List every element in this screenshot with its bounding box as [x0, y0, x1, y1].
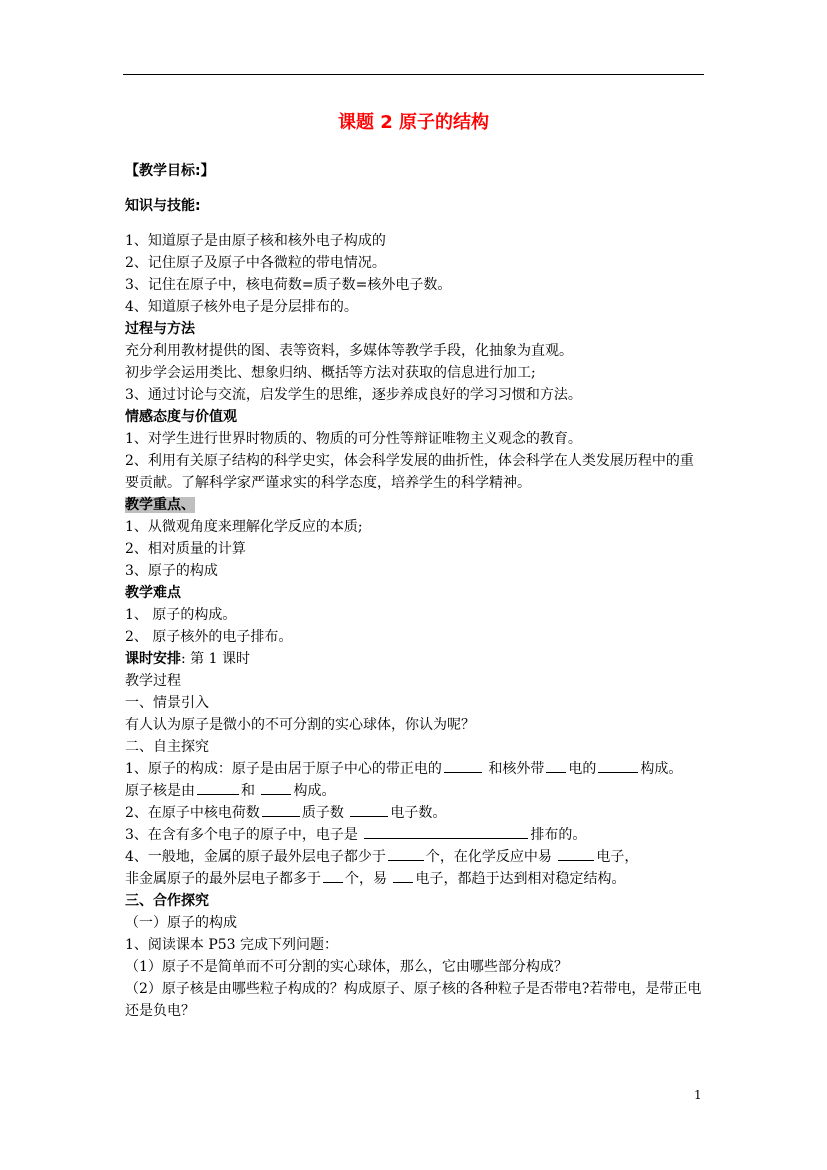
fill-question [125, 780, 705, 802]
knowledge-item: 1、知道原子是由原子核和核外电子构成的 [125, 233, 386, 249]
fill-question [125, 824, 705, 846]
task-question: （2）原子核是由哪些粒子构成的？构成原子、原子核的各种粒子是否带电?若带电，是带正电还是负电？ [125, 981, 702, 1019]
key-item: 3、原子的构成 [125, 563, 218, 579]
difficulty-item: 2、 原子核外的电子排布。 [125, 629, 293, 645]
question-text: 构成。 [293, 783, 336, 799]
fill-blank[interactable] [393, 868, 413, 883]
difficulty-heading: 教学难点 [125, 585, 181, 601]
question-text: 电子， [596, 849, 639, 865]
fill-blank[interactable] [444, 758, 482, 773]
difficulty-item: 1、 原子的构成。 [125, 607, 237, 623]
fill-question [125, 802, 705, 824]
question-text: 电子数。 [390, 805, 447, 821]
question-text: 电子，都趋于达到相对稳定结构。 [415, 871, 626, 887]
question-text: 排布的。 [530, 827, 587, 843]
emotion-item: 1、对学生进行世界时物质的、物质的可分性等辩证唯物主义观念的教育。 [125, 431, 582, 447]
question-text: 非金属原子的最外层电子都多于 [125, 871, 321, 887]
fill-blank[interactable] [350, 802, 388, 817]
key-item: 2、相对质量的计算 [125, 541, 246, 557]
process-title: 教学过程 [125, 673, 181, 689]
fill-blank[interactable] [261, 780, 291, 795]
fill-blank[interactable] [262, 802, 300, 817]
question-text: 和 [241, 783, 255, 799]
task-question: （1）原子不是简单而不可分割的实心球体，那么，它由哪些部分构成？ [125, 959, 568, 975]
question-text: 3、在含有多个电子的原子中，电子是 [125, 827, 358, 843]
question-text: 和核外带 [488, 761, 545, 777]
knowledge-item: 2、记住原子及原子中各微粒的带电情况。 [125, 255, 386, 271]
spacer [125, 217, 705, 230]
question-text: 原子核是由 [125, 783, 195, 799]
fill-question [125, 868, 705, 890]
question-text: 2、在原子中核电荷数 [125, 805, 260, 821]
key-item: 1、从微观角度来理解化学反应的本质; [125, 519, 363, 535]
fill-blank[interactable] [197, 780, 239, 795]
schedule-line [125, 648, 705, 670]
question-text: 质子数 [301, 805, 344, 821]
section-heading: 三、合作探究 [125, 893, 209, 909]
key-heading: 教学重点、 [125, 497, 195, 513]
spacer [125, 182, 705, 195]
fill-blank[interactable] [323, 868, 343, 883]
process-item: 初步学会运用类比、想象归纳、概括等方法对获取的信息进行加工; [125, 365, 536, 381]
intro-question: 有人认为原子是微小的不可分割的实心球体，你认为呢？ [125, 717, 475, 733]
process-heading: 过程与方法 [125, 321, 195, 337]
read-task: 1、阅读课本 P53 完成下列问题： [125, 937, 339, 953]
question-text: 电的 [568, 761, 597, 777]
fill-question [125, 758, 705, 780]
document-body [125, 160, 705, 1022]
process-item: 充分利用教材提供的图、表等资料，多媒体等教学手段，化抽象为直观。 [125, 343, 573, 359]
question-text: 构成。 [640, 761, 683, 777]
section-heading: 二、自主探究 [125, 739, 209, 755]
fill-blank[interactable] [546, 758, 566, 773]
fill-blank[interactable] [558, 846, 594, 861]
section-heading: 一、情景引入 [125, 695, 209, 711]
goals-heading: 【教学目标:】 [125, 163, 215, 179]
knowledge-item: 4、知道原子核外电子是分层排布的。 [125, 299, 358, 315]
question-text: 个，易 [345, 871, 387, 887]
sub-heading: （一）原子的构成 [125, 915, 237, 931]
fill-blank[interactable] [598, 758, 638, 773]
header-rule [123, 74, 704, 75]
question-text: 1、原子的构成：原子是由居于原子中心的带正电的 [125, 761, 442, 777]
fill-question [125, 846, 705, 868]
emotion-item: 2、利用有关原子结构的科学史实，体会科学发展的曲折性，体会科学在人类发展历程中的重要贡献。了解科学家严谨求实的科学态度，培养学生的科学精神。 [125, 453, 694, 491]
schedule-label: 课时安排 [125, 651, 181, 667]
knowledge-heading: 知识与技能: [125, 198, 201, 214]
page-number: 1 [694, 1088, 702, 1102]
process-item: 3、通过讨论与交流，启发学生的思维，逐步养成良好的学习习惯和方法。 [125, 387, 582, 403]
question-text: 4、一般地，金属的原子最外层电子都少于 [125, 849, 386, 865]
emotion-heading: 情感态度与价值观 [125, 409, 237, 425]
fill-blank[interactable] [388, 846, 424, 861]
schedule-value: : 第 1 课时 [181, 651, 250, 667]
knowledge-item: 3、记住在原子中，核电荷数=质子数=核外电子数。 [125, 277, 452, 293]
document-title: 课题 2 原子的结构 [337, 112, 490, 133]
fill-blank[interactable] [364, 824, 528, 839]
question-text: 个，在化学反应中易 [425, 849, 552, 865]
